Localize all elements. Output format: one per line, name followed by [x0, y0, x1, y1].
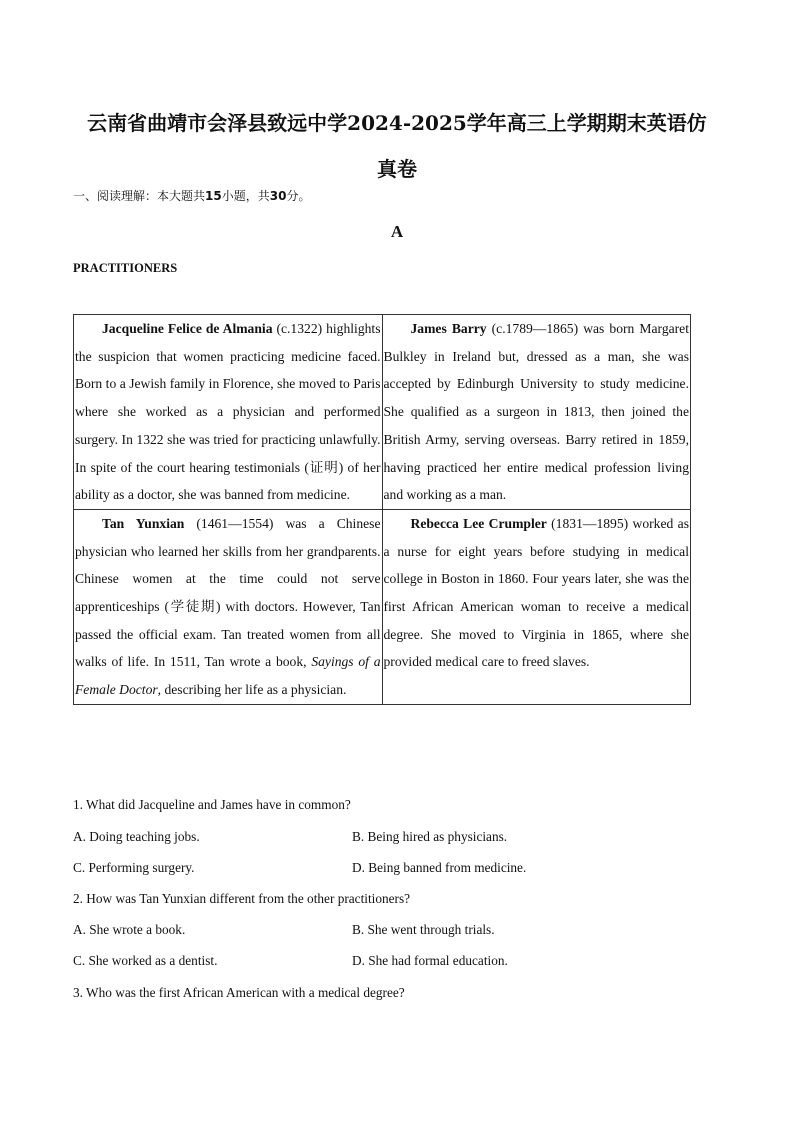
practitioner-bio-end: , describing her life as a physician. — [157, 682, 347, 698]
practitioner-bio: (1461—1554) was a Chinese physician who learned her skills from her grandparents. Chinese women at the time could not serve apprenticeships (学徒期) with doctors. However, Tan passed the official exam. Tan treated women from all walks of life. In 1511, Tan wrote a book, — [75, 515, 381, 670]
practitioners-table — [73, 314, 691, 705]
practitioner-name: Jacqueline Felice de Almania — [102, 321, 273, 336]
section-points: 30 — [269, 189, 287, 203]
option-1c: C. Performing surgery. — [73, 860, 195, 875]
title-line-1: 云南省曲靖市会泽县致远中学2024-2025学年高三上学期期末英语仿 — [87, 111, 707, 135]
table-row — [74, 509, 691, 704]
option-2a: A. She wrote a book. — [73, 922, 186, 937]
passage-title: PRACTITIONERS — [73, 261, 178, 275]
cell-james — [382, 315, 691, 510]
cell-tan — [74, 509, 383, 704]
practitioner-bio: (c.1322) highlights the suspicion that women practicing medicine faced. Born to a Jewish family in Florence, she moved to Paris where she worked as a physician and performed surgery. In 1322 she was tried for practicing unlawfully. In spite of the court hearing testimonials (证明) of her ability as a doctor, she was banned from medicine. — [75, 321, 381, 503]
passage-letter: A — [390, 222, 404, 241]
practitioner-bio: (c.1789—1865) was born Margaret Bulkley in Ireland but, dressed as a man, she was accepted by Edinburgh University to study medicine. She qualified as a surgeon in 1813, then joined the British Army, serving overseas. Barry retired in 1859, having practiced her entire medical profession living and working as a man. — [383, 321, 689, 503]
practitioner-name: James Barry — [410, 321, 487, 336]
practitioner-bio: (1831—1895) worked as a nurse for eight years before studying in medical college in Boston in 1860. Four years later, she was the first African American woman to receive a medical degree. She moved to Virginia in 1865, where she provided medical care to freed slaves. — [383, 515, 689, 670]
book-title: Sayings of a Female Doctor — [75, 654, 381, 698]
question-3: 3. Who was the first African American with a medical degree? — [73, 985, 405, 1000]
question-1: 1. What did Jacqueline and James have in common? — [73, 797, 351, 812]
practitioner-name: Tan Yunxian — [102, 515, 185, 531]
document-title — [40, 100, 754, 192]
option-2c: C. She worked as a dentist. — [73, 953, 218, 968]
cell-rebecca — [382, 509, 691, 704]
option-1d: D. Being banned from medicine. — [352, 860, 527, 875]
option-2d: D. She had formal education. — [352, 953, 508, 968]
question-2: 2. How was Tan Yunxian different from the other practitioners? — [73, 891, 411, 906]
table-row — [74, 315, 691, 510]
option-1b: B. Being hired as physicians. — [352, 829, 508, 844]
section-heading: 一、阅读理解：本大题共15小题，共30分。 — [73, 189, 311, 203]
section-count: 15 — [205, 189, 222, 203]
cell-jacqueline — [74, 315, 383, 510]
option-2b: B. She went through trials. — [352, 922, 495, 937]
title-line-2: 真卷 — [377, 157, 417, 181]
option-1a: A. Doing teaching jobs. — [73, 829, 200, 844]
practitioner-name: Rebecca Lee Crumpler — [410, 515, 547, 531]
